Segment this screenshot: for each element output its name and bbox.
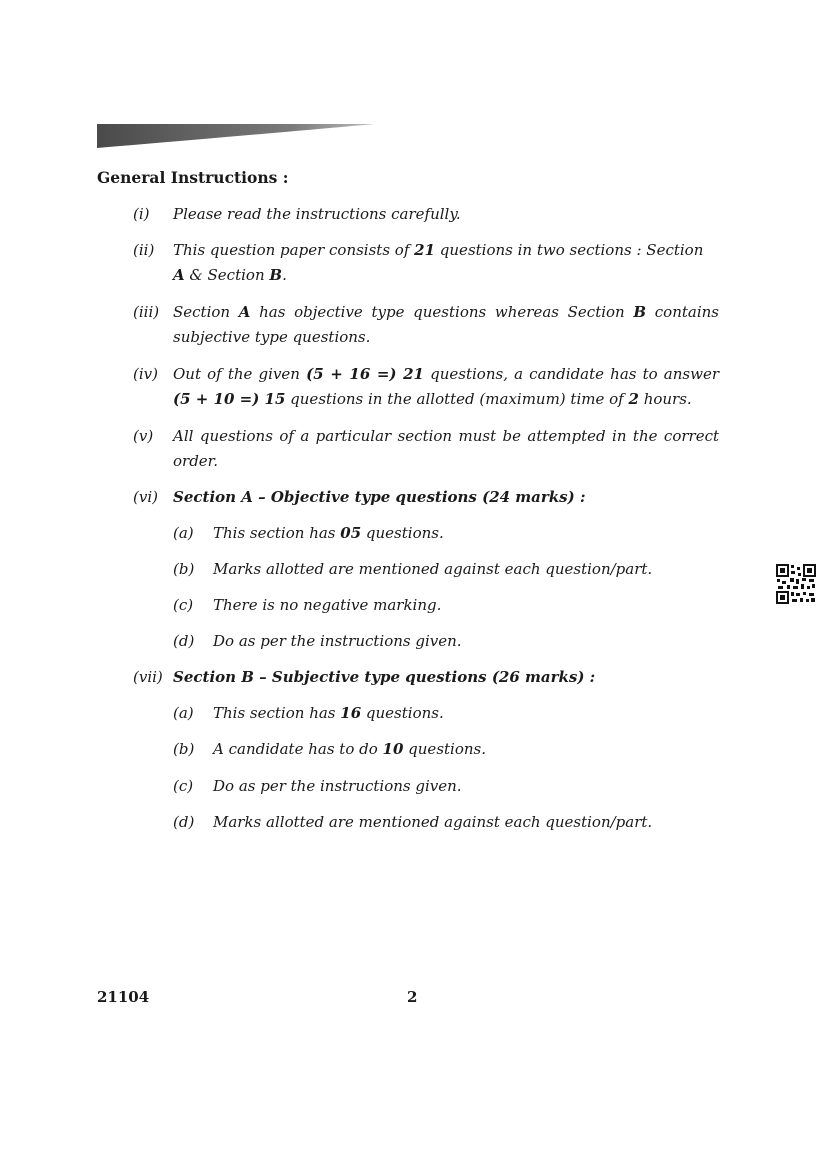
item-text: All questions of a particular section must be attempted in the correct order. (173, 427, 719, 470)
sub-item-number: (a) (173, 524, 194, 542)
qr-code-icon (776, 564, 816, 604)
sub-item-text: Do as per the instructions given. (213, 632, 462, 650)
sub-item-text: There is no negative marking. (213, 596, 442, 614)
sub-item-number: (d) (173, 813, 195, 831)
sub-item-number: (a) (173, 704, 194, 722)
sub-item-text: Marks allotted are mentioned against each question/part. (213, 560, 653, 578)
sub-item-text: This section has 05 questions. (213, 524, 444, 542)
item-text: Out of the given (5 + 16 =) 21 questions, a candidate has to answer (5 + 10 =) 15 questions in the allotted (maximum) time of 2 hours. (173, 365, 719, 408)
item-text: Section A has objective type questions whereas Section B contains subjective type questions. (173, 303, 719, 346)
item-number: (ii) (133, 241, 155, 259)
item-number: (i) (133, 205, 150, 223)
sub-item-number: (d) (173, 632, 195, 650)
sub-item-text: This section has 16 questions. (213, 704, 444, 722)
item-text: Please read the instructions carefully. (173, 205, 461, 223)
page-heading: General Instructions : (97, 168, 289, 187)
sub-item-number: (b) (173, 740, 195, 758)
section-a-title: Section A – Objective type questions (24 marks) : (173, 488, 586, 506)
sub-item-number: (c) (173, 777, 194, 795)
sub-item-number: (c) (173, 596, 194, 614)
section-b-title: Section B – Subjective type questions (26 marks) : (173, 668, 596, 686)
header-banner (97, 124, 375, 150)
item-number: (iii) (133, 303, 160, 321)
sub-item-text: A candidate has to do 10 questions. (213, 740, 486, 758)
paper-code: 21104 (97, 988, 150, 1006)
item-number: (vii) (133, 668, 163, 686)
item-number: (vi) (133, 488, 158, 506)
item-number: (v) (133, 427, 154, 445)
sub-item-text: Do as per the instructions given. (213, 777, 462, 795)
page-number: 2 (407, 988, 418, 1006)
sub-item-number: (b) (173, 560, 195, 578)
item-text: This question paper consists of 21 questions in two sections : Section A & Section B. (173, 241, 704, 284)
sub-item-text: Marks allotted are mentioned against each question/part. (213, 813, 653, 831)
item-number: (iv) (133, 365, 158, 383)
